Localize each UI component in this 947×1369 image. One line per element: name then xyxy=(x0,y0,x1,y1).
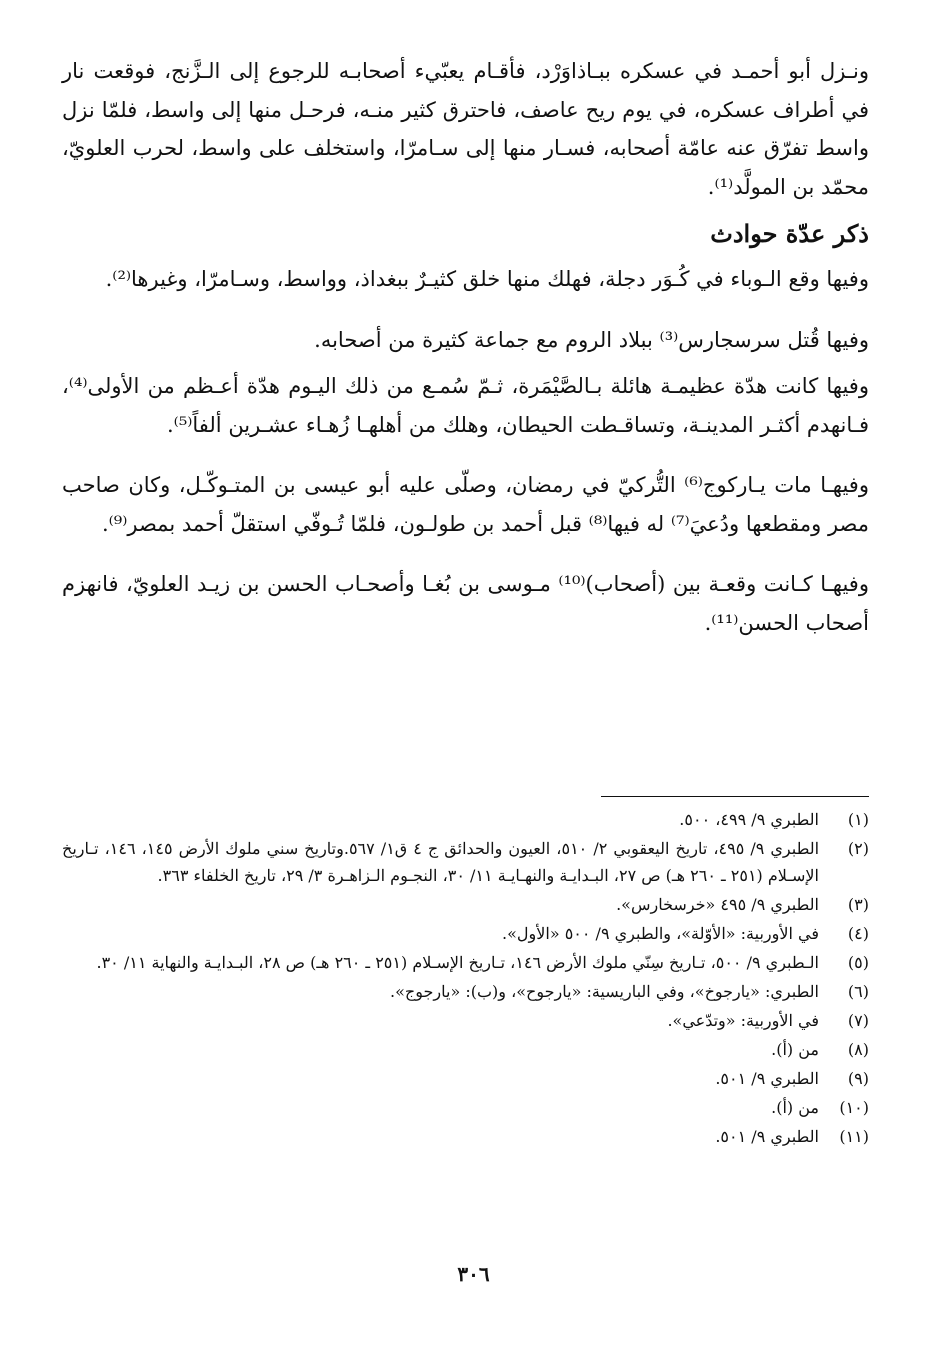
footnote xyxy=(62,1007,869,1034)
section-heading: ذكر عدّة حوادث xyxy=(710,219,869,248)
footnote-text: الطبري ٩/ ٤٩٥، تاريخ اليعقوبي ٢/ ٥١٠، العيون والحدائق ج ٤ ق١/ ٥٦٧.وتاريخ سني ملوك الأرض ١٤٥، ١٤٦، تـاريخ الإسـلام (٢٥١ ـ ٢٦٠ هـ) ص ٢٧، البـدايـة والنهـايـة ١١/ ٣٠، النجـوم الـزاهـرة ٣/ ٢٩، تاريخ الخلفاء ٣٦٣. xyxy=(62,839,820,885)
paragraph-6: وفيهـا كـانت وقعـة بين (أصحاب)⁽¹⁰⁾ مـوسى بن بُغـا وأصحـاب الحسن بن زيـد العلويّ، فانهزم أصحاب الحسن⁽¹¹⁾. xyxy=(62,572,869,635)
footnote-number: (٤) xyxy=(847,924,869,943)
footnotes xyxy=(62,806,869,1152)
footnote-number: (٧) xyxy=(847,1011,869,1030)
footnote-text: الـطبري ٩/ ٥٠٠، تـاريخ سِنّي ملوك الأرض ١٤٦، تـاريخ الإسـلام (٢٥١ ـ ٢٦٠ هـ) ص ٢٨، البـدايـة والنهاية ١١/ ٣٠. xyxy=(96,953,819,972)
footnote-text: الطبري: «يارجوخ»، وفي الباريسية: «يارجوح»، و(ب): «يارجوج». xyxy=(390,982,819,1001)
paragraph-5: وفيهـا مات يـاركوج⁽⁶⁾ التُّركيّ في رمضان، وصلّى عليه أبو عيسى بن المتـوكّـل، وكان صاحب مصر ومقطعها ودُعيَ⁽⁷⁾ له فيها⁽⁸⁾ قبل أحمد بن طولـون، فلمّا تُـوفّي استقلّ أحمد بمصر⁽⁹⁾. xyxy=(62,473,869,536)
paragraph-2: وفيها وقع الـوباء في كُـوَر دجلة، فهلك منها خلق كثيـرٌ ببغداذ، وواسط، وسـامرّا، وغيرها⁽²⁾. xyxy=(105,267,869,291)
paragraph-3: وفيها قُتل سرسجارس⁽³⁾ ببلاد الروم مع جماعة كثيرة من أصحابه. xyxy=(314,327,869,352)
footnote-number: (٦) xyxy=(847,982,869,1001)
footnote-separator xyxy=(601,796,869,797)
footnote-text: الطبري ٩/ ٤٩٩، ٥٠٠. xyxy=(679,810,819,829)
page-number: ٣٠٦ xyxy=(457,1262,490,1286)
footnote-text: الطبري ٩/ ٥٠١. xyxy=(715,1069,819,1088)
footnote-text: من (أ). xyxy=(771,1098,819,1117)
footnote xyxy=(62,1065,869,1092)
footnote xyxy=(62,806,869,833)
main-text xyxy=(62,52,869,650)
footnote xyxy=(62,1036,869,1063)
footnote-text: في الأوربية: «الأوّلة»، والطبري ٩/ ٥٠٠ «الأول». xyxy=(502,924,819,943)
footnote xyxy=(62,949,869,976)
footnote-text: الطبري ٩/ ٤٩٥ «خرسخارس». xyxy=(616,895,819,914)
footnote xyxy=(62,978,869,1005)
footnote-number: (١٠) xyxy=(839,1098,869,1117)
paragraph-1: ونـزل أبو أحمـد في عسكره ببـاذاوَرْد، فأقـام يعبّيء أصحابـه للرجوع إلى الـزَّنج، فوقعت نار في أطراف عسكره، في يوم ريح عاصف، فاحترق كثير منـه، فرحـل منها إلى واسط، فلمّا نزل واسط تفرّق عنه عامّة أصحابه، فسـار منها إلى سـامرّا، واستخلف على واسط، لحرب العلويّ، محمّد بن المولَّد⁽¹⁾. xyxy=(62,59,869,199)
footnote-number: (٥) xyxy=(847,953,869,972)
footnote-number: (٣) xyxy=(847,895,869,914)
footnote-number: (٩) xyxy=(847,1069,869,1088)
footnote xyxy=(62,1123,869,1150)
footnote-text: من (أ). xyxy=(771,1040,819,1059)
footnote-number: (٨) xyxy=(847,1040,869,1059)
footnote-number: (١١) xyxy=(839,1127,869,1146)
footnote-number: (١) xyxy=(847,810,869,829)
footnote xyxy=(62,920,869,947)
footnote xyxy=(62,891,869,918)
footnote xyxy=(62,835,869,889)
footnote-number: (٢) xyxy=(847,839,869,858)
footnote xyxy=(62,1094,869,1121)
footnote-text: الطبري ٩/ ٥٠١. xyxy=(715,1127,819,1146)
footnote-text: في الأوربية: «وتدّعي». xyxy=(667,1011,819,1030)
paragraph-4: وفيها كانت هدّة عظيمـة هائلة بـالصَّيْمَرة، ثـمّ سُمـع من ذلك اليـوم هدّة أعـظم من الأولى⁽⁴⁾، فـانهدم أكثـر المدينـة، وتساقـطت الحيطان، وهلك من أهلهـا زُهـاء عشـرين ألفاً⁽⁵⁾. xyxy=(62,374,869,437)
